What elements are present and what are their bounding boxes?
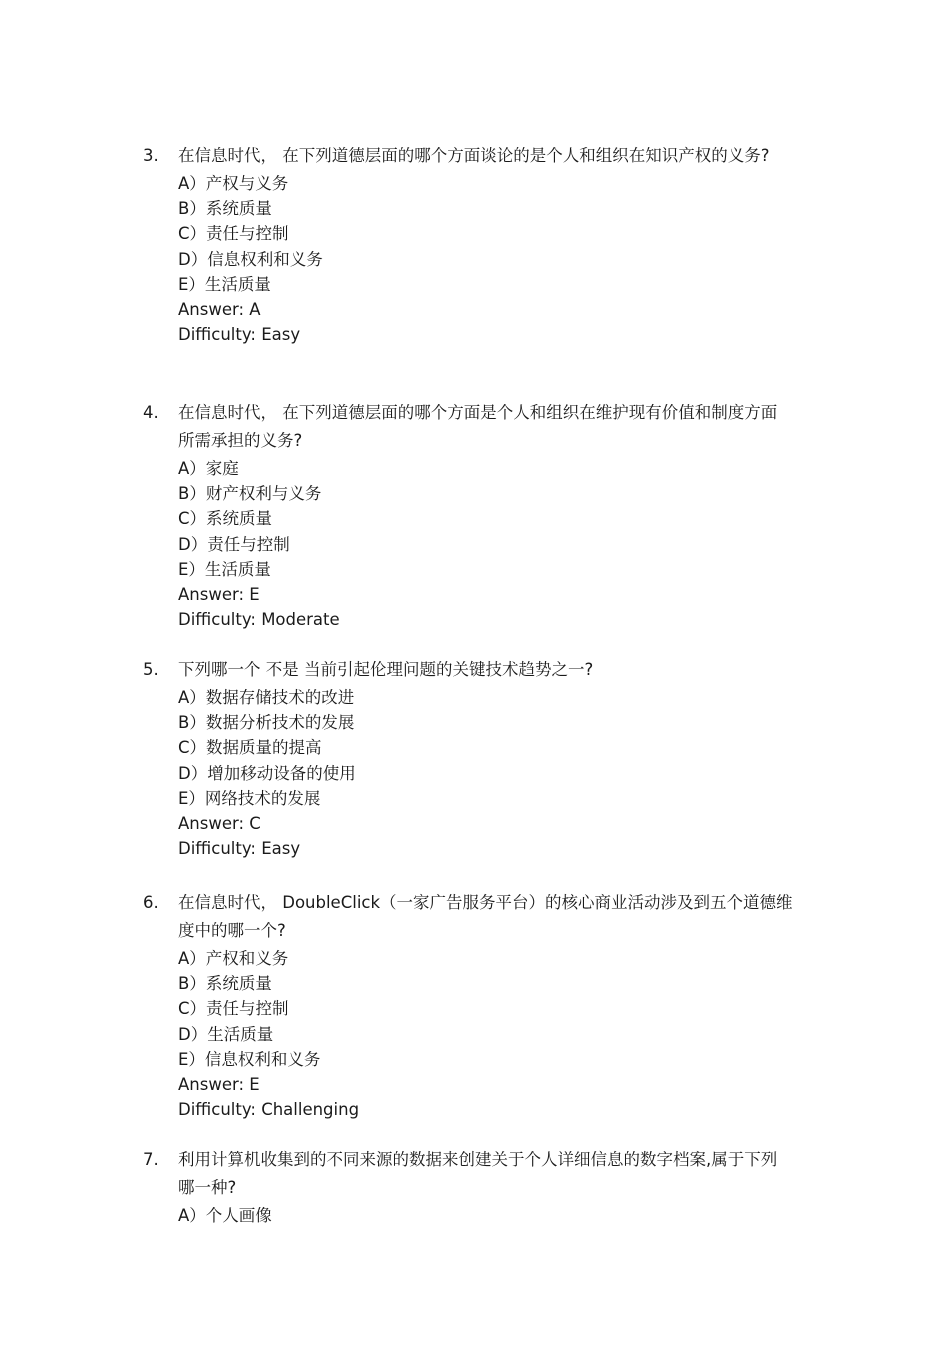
question-header: [143, 889, 793, 945]
difficulty-line: Difficulty: Easy: [178, 839, 301, 859]
option-c: C）责任与控制: [178, 224, 289, 244]
question-6: [143, 889, 793, 1122]
options-list: [178, 456, 793, 632]
question-number: 7.: [143, 1150, 159, 1169]
question-3: [143, 142, 793, 347]
options-list: [178, 685, 793, 861]
option-b: B）系统质量: [178, 199, 272, 219]
answer-line: Answer: E: [178, 1075, 260, 1095]
difficulty-line: Difficulty: Easy: [178, 325, 301, 345]
question-header: [143, 399, 793, 455]
option-a: A）个人画像: [178, 1206, 272, 1225]
question-text: 在信息时代， 在下列道德层面的哪个方面谈论的是个人和组织在知识产权的义务?: [178, 146, 770, 165]
question-header: [143, 142, 793, 170]
answer-line: Answer: A: [178, 300, 261, 320]
option-e: E）信息权利和义务: [178, 1049, 321, 1069]
options-list: [178, 171, 793, 347]
question-5: [143, 656, 793, 861]
option-d: D）增加移动设备的使用: [178, 763, 356, 783]
option-a: A）产权与义务: [178, 174, 289, 193]
option-b: B）系统质量: [178, 974, 272, 994]
question-number: 3.: [143, 146, 159, 165]
option-a: A）数据存储技术的改进: [178, 688, 355, 707]
option-d: D）信息权利和义务: [178, 249, 323, 269]
option-a: A）产权和义务: [178, 949, 289, 968]
question-4: [143, 399, 793, 632]
question-text: 利用计算机收集到的不同来源的数据来创建关于个人详细信息的数字档案,属于下列哪一种?: [178, 1150, 778, 1197]
question-text: 下列哪一个 不是 当前引起伦理问题的关键技术趋势之一?: [178, 660, 594, 679]
option-c: C）责任与控制: [178, 999, 289, 1019]
option-d: D）责任与控制: [178, 534, 290, 554]
question-number: 5.: [143, 660, 159, 679]
option-c: C）数据质量的提高: [178, 738, 322, 758]
question-text: 在信息时代， 在下列道德层面的哪个方面是个人和组织在维护现有价值和制度方面所需承担的义务?: [178, 403, 778, 450]
option-e: E）网络技术的发展: [178, 788, 321, 808]
options-list: [178, 1203, 793, 1228]
option-e: E）生活质量: [178, 274, 271, 294]
difficulty-line: Difficulty: Challenging: [178, 1100, 360, 1120]
question-7: [143, 1146, 793, 1228]
question-header: [143, 1146, 793, 1202]
option-c: C）系统质量: [178, 509, 273, 529]
answer-line: Answer: E: [178, 585, 260, 605]
question-header: [143, 656, 793, 684]
question-number: 4.: [143, 403, 159, 422]
option-d: D）生活质量: [178, 1024, 274, 1044]
options-list: [178, 946, 793, 1122]
difficulty-line: Difficulty: Moderate: [178, 610, 340, 630]
option-e: E）生活质量: [178, 559, 271, 579]
option-b: B）数据分析技术的发展: [178, 713, 355, 733]
option-a: A）家庭: [178, 459, 239, 478]
question-number: 6.: [143, 893, 159, 912]
answer-line: Answer: C: [178, 814, 261, 834]
option-b: B）财产权利与义务: [178, 484, 322, 504]
question-text: 在信息时代， DoubleClick（一家广告服务平台）的核心商业活动涉及到五个道德维度中的哪一个?: [178, 893, 793, 940]
